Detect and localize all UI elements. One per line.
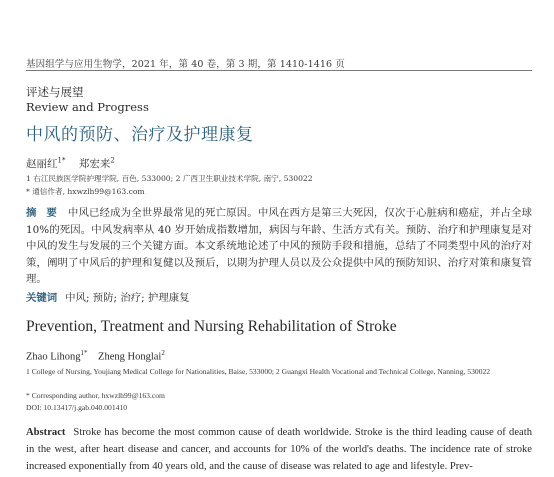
abstract-label-cn: 摘 要 (26, 207, 60, 219)
section-label-cn: 评述与展望 (26, 85, 84, 99)
doi: DOI: 10.13417/j.gab.040.001410 (26, 403, 128, 412)
corresponding-author-cn: * 通信作者, hxwzlh99@163.com (26, 187, 145, 196)
header-rule (26, 70, 532, 71)
journal-citation: 基因组学与应用生物学，2021 年，第 40 卷，第 3 期，第 1410-1416 页 (26, 59, 345, 70)
keywords-cn (26, 289, 190, 304)
abstract-text-en: Stroke has become the most common cause of death worldwide. Stroke is the third leading cause of death in the west, after heart disease and cancer, and accounts for 10% of the world's deaths. The incidence rate of stroke increased exponentially from 40 years old, and the cause of disease was related to age and lifestyle. Prev- (26, 427, 532, 472)
abstract-cn (26, 205, 532, 288)
abstract-text-cn: 中风已经成为全世界最常见的死亡原因。中风在西方是第三大死因，仅次于心脏病和癌症，并占全球 10%的死因。中风发病率从 40 岁开始成指数增加，病因与年龄、生活方式有关。预防、治疗和护理康复是对中风的发生与发展的三个关键方面。本文系统地论述了中风的预防手段和措施，总结了不同类型中风的治疗对策，阐明了中风后的护理和复健以及预后，以期为护理人员以及公众提供中风的预防知识、治疗对策和康复管理。 (26, 207, 532, 286)
author-list-cn (26, 156, 115, 171)
affiliation-en: 1 College of Nursing, Youjiang Medical College for Nationalities, Baise, 533000; 2 Guangxi Health Vocational and Technical College, Nanning, 530022 (26, 367, 491, 376)
corresponding-author-en: * Corresponding author, hxwzlh99@163.com (26, 391, 165, 400)
author-list-en (26, 349, 165, 363)
affiliation-cn: 1 右江民族医学院护理学院, 百色, 533000; 2 广西卫生职业技术学院, 南宁, 530022 (26, 174, 313, 183)
author-affiliation-mark: 1* (57, 156, 66, 165)
author-affiliation-mark: 2 (161, 349, 165, 357)
paper-title-en: Prevention, Treatment and Nursing Rehabilitation of Stroke (26, 318, 397, 335)
author-name: 郑宏来 (78, 158, 111, 170)
author-name: Zhao Lihong (26, 351, 81, 363)
section-label-en: Review and Progress (26, 100, 149, 114)
author-name: 赵丽红 (26, 158, 58, 170)
keywords-text-cn: 中风; 预防; 治疗; 护理康复 (65, 292, 190, 304)
keywords-label-cn: 关键词 (26, 292, 58, 304)
abstract-label-en: Abstract (26, 427, 66, 438)
abstract-en (26, 424, 532, 475)
author-affiliation-mark: 1* (80, 349, 88, 357)
author-affiliation-mark: 2 (110, 156, 115, 165)
paper-title-cn: 中风的预防、治疗及护理康复 (26, 125, 254, 145)
author-name: Zheng Honglai (98, 351, 162, 363)
